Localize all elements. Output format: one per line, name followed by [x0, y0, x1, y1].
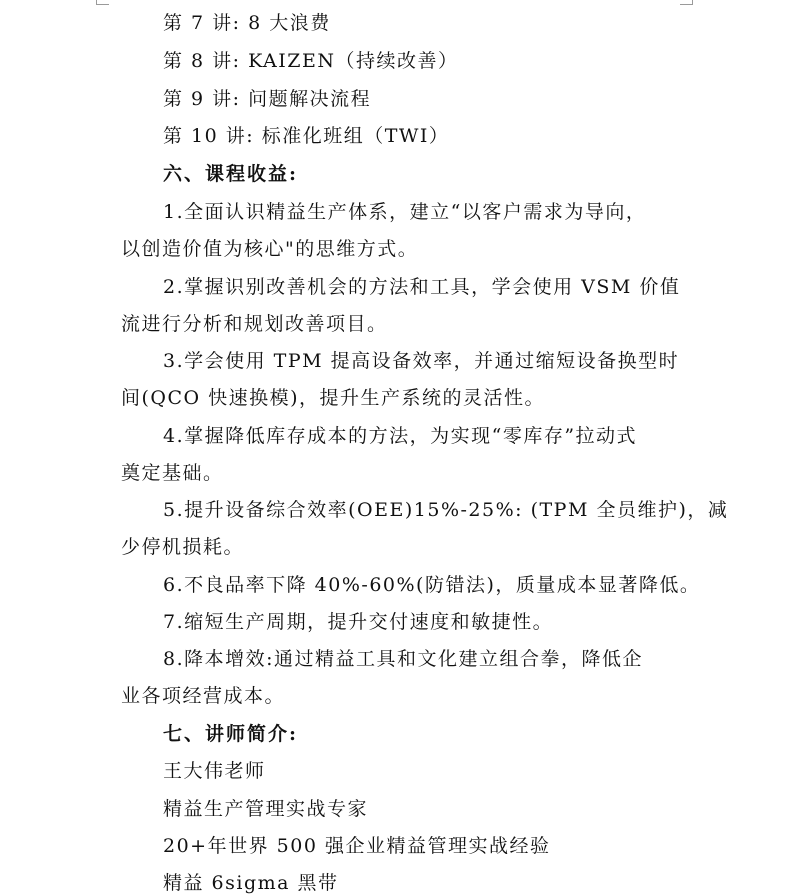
page-corner-mark-left	[96, 0, 109, 5]
benefit-7: 7.缩短生产周期，提升交付速度和敏捷性。	[163, 611, 554, 633]
lecture-9: 第 9 讲: 问题解决流程	[163, 88, 372, 110]
benefit-5-line-2: 少停机损耗。	[121, 536, 245, 558]
benefit-2-line-1: 2.掌握识别改善机会的方法和工具，学会使用 VSM 价值	[163, 276, 681, 298]
page-corner-mark-right	[680, 0, 693, 5]
benefit-3-line-2: 间(QCO 快速换模)，提升生产系统的灵活性。	[121, 387, 546, 409]
benefit-4-line-1: 4.掌握降低库存成本的方法，为实现“零库存”拉动式	[163, 425, 638, 447]
lecture-7: 第 7 讲: 8 大浪费	[163, 12, 331, 34]
benefit-8-line-2: 业各项经营成本。	[121, 685, 286, 707]
benefit-6: 6.不良品率下降 40%-60%(防错法)，质量成本显著降低。	[163, 574, 701, 596]
instructor-title: 精益生产管理实战专家	[163, 798, 369, 820]
lecture-8: 第 8 讲: KAIZEN（持续改善）	[163, 50, 459, 72]
section-heading-instructor: 七、讲师简介:	[163, 723, 299, 745]
benefit-1-line-1: 1.全面认识精益生产体系，建立“以客户需求为导向，	[163, 201, 647, 223]
benefit-8-line-1: 8.降本增效:通过精益工具和文化建立组合拳，降低企	[163, 648, 644, 670]
benefit-2-line-2: 流进行分析和规划改善项目。	[121, 313, 388, 335]
lecture-10: 第 10 讲: 标准化班组（TWI）	[163, 125, 450, 147]
instructor-certification: 精益 6sigma 黑带	[163, 872, 339, 894]
benefit-5-line-1: 5.提升设备综合效率(OEE)15%-25%: (TPM 全员维护)，减	[163, 499, 729, 521]
benefit-1-line-2: 以创造价值为核心"的思维方式。	[121, 238, 419, 260]
benefit-4-line-2: 奠定基础。	[121, 462, 224, 484]
instructor-experience: 20+年世界 500 强企业精益管理实战经验	[163, 835, 551, 857]
benefit-3-line-1: 3.学会使用 TPM 提高设备效率，并通过缩短设备换型时	[163, 350, 680, 372]
instructor-name: 王大伟老师	[163, 760, 266, 782]
section-heading-benefits: 六、课程收益:	[163, 163, 299, 185]
